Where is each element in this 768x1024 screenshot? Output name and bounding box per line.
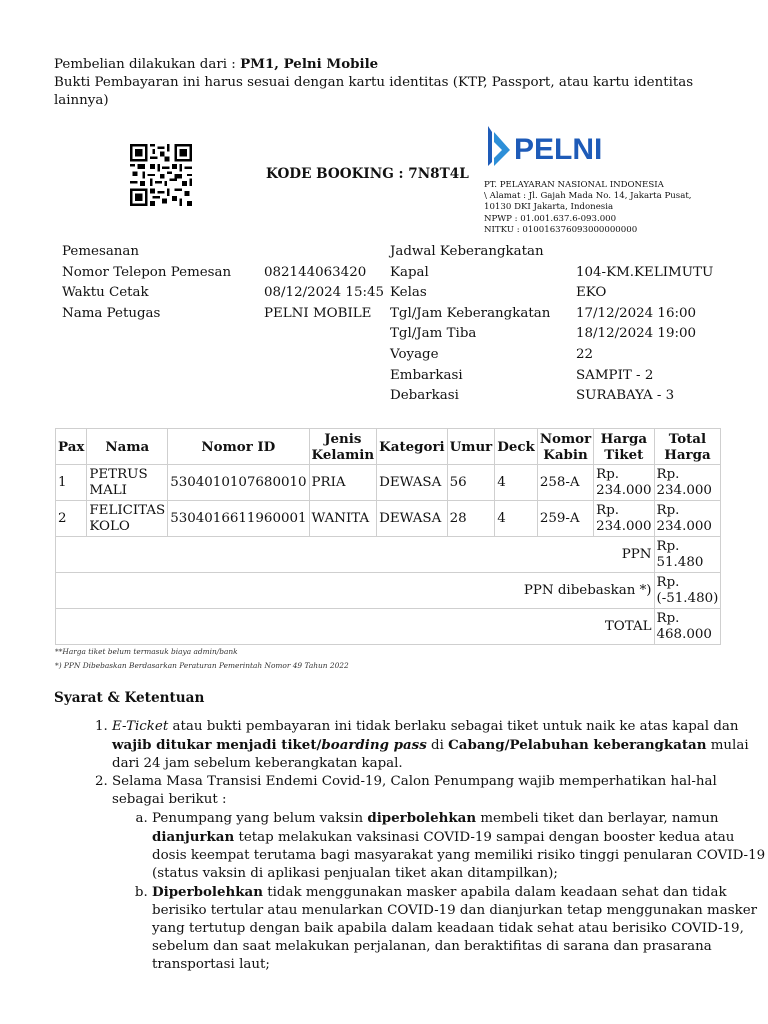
passenger-table bbox=[55, 428, 721, 645]
cell-name: PETRUS MALI bbox=[87, 465, 168, 501]
ppn-row bbox=[56, 537, 721, 573]
cell-pax: 2 bbox=[56, 501, 87, 537]
term-bold: dianjurkan bbox=[152, 829, 235, 845]
cell-age: 28 bbox=[447, 501, 495, 537]
officer-label: Nama Petugas bbox=[62, 305, 161, 321]
company-address-1: \ Alamat : Jl. Gajah Mada No. 14, Jakarta Pusat, bbox=[484, 191, 692, 202]
total-row bbox=[56, 609, 721, 645]
ppn-value: Rp. 51.480 bbox=[654, 537, 721, 573]
cell-gender: WANITA bbox=[309, 501, 377, 537]
ppn-free-label: PPN dibebaskan *) bbox=[56, 573, 655, 609]
embarkation-label: Embarkasi bbox=[390, 367, 463, 383]
orderer-title: Pemesanan bbox=[62, 244, 140, 259]
orderer-values bbox=[264, 242, 384, 324]
booking-code: KODE BOOKING : 7N8T4L bbox=[266, 166, 469, 182]
cell-ticket-price: Rp. 234.000 bbox=[594, 501, 654, 537]
table-row bbox=[56, 501, 721, 537]
col-header-ticket-price: Harga Tiket bbox=[594, 429, 654, 465]
cell-name: FELICITAS KOLO bbox=[87, 501, 168, 537]
cell-category: DEWASA bbox=[377, 501, 447, 537]
table-header-row bbox=[56, 429, 721, 465]
pelni-arrow-icon bbox=[488, 126, 510, 166]
terms-list bbox=[54, 718, 768, 974]
term-bold: wajib ditukar menjadi tiket/ bbox=[112, 737, 322, 753]
purchase-prefix: Pembelian dilakukan dari : bbox=[54, 57, 241, 72]
phone-value: 082144063420 bbox=[264, 264, 367, 280]
terms-title: Syarat & Ketentuan bbox=[54, 690, 205, 706]
ppn-label: PPN bbox=[56, 537, 655, 573]
company-npwp: NPWP : 01.001.637.6-093.000 bbox=[484, 213, 617, 224]
term-text: Penumpang yang belum vaksin bbox=[152, 811, 368, 826]
company-nitku: NITKU : 010016376093000000000 bbox=[484, 224, 638, 235]
pelni-logo-text: PELNI bbox=[514, 133, 603, 166]
cell-category: DEWASA bbox=[377, 465, 447, 501]
pelni-logo bbox=[484, 124, 634, 172]
orderer-labels bbox=[62, 242, 231, 324]
col-header-pax: Pax bbox=[56, 429, 87, 465]
total-label: TOTAL bbox=[56, 609, 655, 645]
class-value: EKO bbox=[576, 285, 607, 301]
total-value: Rp. 468.000 bbox=[654, 609, 721, 645]
arrival-value: 18/12/2024 19:00 bbox=[576, 326, 697, 342]
term-text: tetap melakukan vaksinasi COVID-19 sampai dengan booster kedua atau dosis keempat terutama bagi masyarakat yang memiliki risiko tinggi penularan COVID-19 (status vaksin di aplikasi penjualan tiket akan ditampilkan); bbox=[152, 830, 766, 881]
term-bold: Diperbolehkan bbox=[152, 884, 263, 900]
ppn-free-row bbox=[56, 573, 721, 609]
schedule-values bbox=[576, 242, 713, 407]
footnote-admin-fee: **Harga tiket belum termasuk biaya admin/bank bbox=[55, 647, 238, 656]
schedule-labels bbox=[390, 242, 550, 407]
phone-label: Nomor Telepon Pemesan bbox=[62, 264, 232, 280]
ship-label: Kapal bbox=[390, 264, 429, 280]
voyage-label: Voyage bbox=[390, 346, 439, 362]
term-text: mulai dari 24 jam sebelum keberangkatan kapal. bbox=[112, 738, 749, 771]
qr-code-icon bbox=[130, 144, 192, 206]
schedule-title: Jadwal Keberangkatan bbox=[390, 244, 544, 259]
debarkation-label: Debarkasi bbox=[390, 388, 459, 404]
col-header-category: Kategori bbox=[377, 429, 447, 465]
sub-term-item bbox=[152, 809, 768, 883]
cell-pax: 1 bbox=[56, 465, 87, 501]
departure-label: Tgl/Jam Keberangkatan bbox=[390, 305, 551, 321]
term-item bbox=[112, 773, 768, 974]
officer-value: PELNI MOBILE bbox=[264, 305, 372, 321]
purchase-source-line bbox=[54, 55, 694, 74]
debarkation-value: SURABAYA - 3 bbox=[576, 388, 675, 404]
cell-age: 56 bbox=[447, 465, 495, 501]
col-header-total-price: Total Harga bbox=[654, 429, 721, 465]
voyage-value: 22 bbox=[576, 346, 594, 362]
col-header-gender: Jenis Kelamin bbox=[309, 429, 377, 465]
ship-value: 104-KM.KELIMUTU bbox=[576, 264, 714, 280]
ppn-free-value: Rp. (-51.480) bbox=[654, 573, 721, 609]
col-header-deck: Deck bbox=[495, 429, 538, 465]
table-row bbox=[56, 465, 721, 501]
arrival-label: Tgl/Jam Tiba bbox=[390, 326, 477, 342]
company-name: PT. PELAYARAN NASIONAL INDONESIA bbox=[484, 180, 664, 190]
identity-note: Bukti Pembayaran ini harus sesuai dengan kartu identitas (KTP, Passport, atau kartu identitas lainnya) bbox=[54, 75, 694, 108]
cell-total-price: Rp. 234.000 bbox=[654, 501, 721, 537]
company-address-2: 10130 DKI Jakarta, Indonesia bbox=[484, 202, 614, 213]
term-text: di bbox=[426, 738, 449, 753]
sub-term-item bbox=[152, 883, 768, 974]
embarkation-value: SAMPIT - 2 bbox=[576, 367, 654, 383]
purchase-source: PM1, Pelni Mobile bbox=[240, 56, 379, 72]
purchase-info bbox=[54, 55, 694, 110]
term-text: Selama Masa Transisi Endemi Covid-19, Calon Penumpang wajib memperhatikan hal-hal sebagai berikut : bbox=[112, 774, 717, 807]
cell-id: 5304016611960001 bbox=[168, 501, 309, 537]
print-time-label: Waktu Cetak bbox=[62, 285, 149, 301]
class-label: Kelas bbox=[390, 285, 427, 301]
sub-terms-list bbox=[112, 809, 768, 974]
cell-deck: 4 bbox=[495, 501, 538, 537]
term-text: membeli tiket dan berlayar, namun bbox=[476, 811, 719, 826]
cell-gender: PRIA bbox=[309, 465, 377, 501]
cell-cabin: 259-A bbox=[537, 501, 593, 537]
term-bold: diperbolehkan bbox=[367, 810, 477, 826]
term-item bbox=[112, 718, 768, 773]
term-text: tidak menggunakan masker apabila dalam keadaan sehat dan tidak berisiko tertular atau menularkan COVID-19 dan dianjurkan tetap menggunakan masker yang tertutup dengan baik apabila dalam keadaan tidak sehat atau berisiko COVID-19, sebelum dan saat melakukan perjalanan, dan beraktifitas di sarana dan prasarana transportasi laut; bbox=[152, 885, 758, 972]
cell-deck: 4 bbox=[495, 465, 538, 501]
term-boarding-pass: boarding pass bbox=[321, 737, 427, 753]
col-header-age: Umur bbox=[447, 429, 495, 465]
cell-cabin: 258-A bbox=[537, 465, 593, 501]
cell-id: 5304010107680010 bbox=[168, 465, 309, 501]
cell-ticket-price: Rp. 234.000 bbox=[594, 465, 654, 501]
cell-total-price: Rp. 234.000 bbox=[654, 465, 721, 501]
departure-value: 17/12/2024 16:00 bbox=[576, 305, 697, 321]
col-header-id: Nomor ID bbox=[168, 429, 309, 465]
col-header-name: Nama bbox=[87, 429, 168, 465]
footnote-ppn: *) PPN Dibebaskan Berdasarkan Peraturan Pemerintah Nomor 49 Tahun 2022 bbox=[55, 661, 349, 670]
term-bold: Cabang/Pelabuhan keberangkatan bbox=[448, 737, 707, 753]
term-eticket: E-Ticket bbox=[112, 719, 169, 734]
company-info bbox=[484, 180, 714, 236]
col-header-cabin: Nomor Kabin bbox=[537, 429, 593, 465]
term-text: atau bukti pembayaran ini tidak berlaku sebagai tiket untuk naik ke atas kapal dan bbox=[168, 719, 739, 734]
print-time-value: 08/12/2024 15:45 bbox=[264, 285, 385, 301]
